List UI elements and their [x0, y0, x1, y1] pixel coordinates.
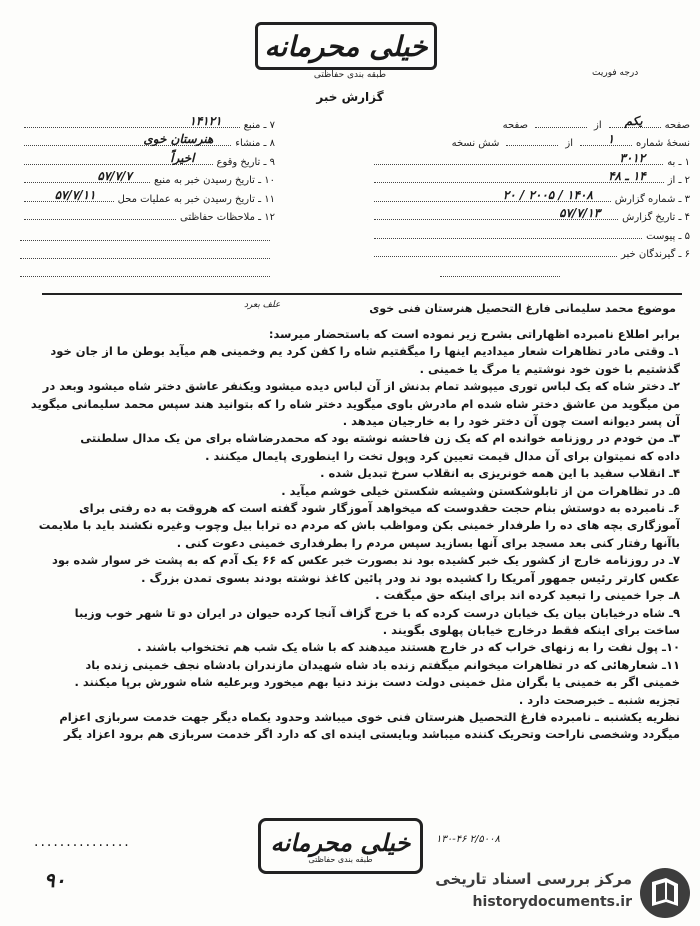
body-line: میگردد وشخصی ناراحت وتحریک کننده میباشد وبایستی اینده ای که دارد اگر خدمت سربازی هم برود اعزاد یگر: [64, 727, 680, 742]
field-tail-label: شش نسخه: [451, 138, 500, 149]
body-line: ۴ـ انقلاب سفید با این همه خونریزی به انقلاب سرخ تبدیل شده .: [320, 466, 680, 481]
field-value: یکم: [624, 113, 643, 128]
body-line: ۱۱ـ شعارهائی که در تظاهرات میخوانم میگفتم زنده باد شاه شهیدان مازندران بادشاه نجف خمینی زنده باد: [85, 657, 680, 672]
stamp-bottom-subtext: طبقه بندی حفاظتی: [308, 854, 373, 864]
body-line: ۶ـ نامبرده به دوستش بنام حجت حقدوست که میخواهد آموزگار شود گفته است که هروقت به ده رفتی برای: [79, 501, 680, 516]
field-label: ۷ ـ منبع: [243, 119, 275, 131]
field-value: ۵۷/۷/۷: [97, 169, 132, 183]
blank-line: [440, 276, 560, 277]
field-value: ۱۴ ـ ۴۸: [608, 169, 646, 183]
classification-stamp-bottom: [258, 818, 423, 874]
field-mid-label: از: [565, 138, 574, 149]
body-line: باآنها رفتار کنی بعد مسجد برای آنها بسازید سپس مردم را بطرفداری خمینی دعوت کنی .: [176, 535, 680, 550]
blank-line: [20, 276, 270, 277]
field-source-received-date: [20, 168, 275, 187]
watermark-title: مرکز بررسی اسناد تاریخی: [435, 870, 632, 888]
archive-watermark: [432, 864, 694, 922]
report-title: گزارش خبر: [316, 90, 384, 104]
body-line: آن پسر دیوانه است چون آن دختر خود را به خارجیان میدهد .: [342, 414, 680, 429]
body-line: ۲ـ دختر شاه که یک لباس توری میپوشد تمام بدنش از آن لباس دیده میشود ویکنفر عاشق دختر شاه میشود وبعد در: [42, 379, 680, 394]
field-label: ۶ ـ گیرندگان خبر: [620, 249, 690, 260]
field-page: [370, 112, 690, 131]
field-recipients: [370, 242, 690, 261]
field-value: ۱: [607, 132, 615, 146]
urgency-degree-label: درجه فوریت: [592, 68, 639, 78]
field-report-number: [370, 186, 690, 205]
reference-number: ۱۳۰-۴۶ ۲/۵۰۰۸: [436, 834, 500, 845]
report-fields-right: [370, 112, 690, 260]
field-label: ۱۱ ـ تاریخ رسیدن خبر به عملیات محل: [117, 193, 275, 205]
stamp-bottom-text: خیلی محرمانه: [270, 828, 411, 857]
document-book-logo-icon: [638, 866, 692, 920]
body-line: ۷ـ در روزنامه خارج از کشور یک خبر کشیده بود ند بصورت خبر عکس که ۶۶ یک آدم که به پشت خر سوار شده بود: [51, 553, 680, 568]
field-security-notes: [20, 205, 275, 224]
field-label: ۵ ـ پیوست: [646, 230, 690, 242]
field-report-date: [370, 205, 690, 224]
body-line: برابر اطلاع نامبرده اظهاراتی بشرح زیر نموده است که باستحضار میرسد:: [268, 327, 680, 341]
field-source: [20, 112, 275, 131]
body-line: آموزگاری بچه های ده را طرفدار خمینی بکن ومواظب باش که مردم ده ترابا بیل وچوب وغیره نکشند باید با ملایمت: [38, 518, 680, 533]
field-to: [370, 149, 690, 168]
body-line: داده که نمیتوان برای آن مدال قیمت تعیین کرد وپول تخت را اینطوری پایمال میکنند .: [205, 448, 680, 463]
field-operations-received-date: [20, 186, 275, 205]
body-line: ۱ـ وقتی مادر تظاهرات شعار میدادیم اینها را میگفتیم شاه را کفن کرد یم وخمینی هم میآید بوطن ما از جان خود: [50, 344, 680, 359]
body-line: من میگوید من عاشق دختر شاه شده ام مادرش باوی میگوید دختر شاه را که بتوانید هند سپس محمد سلیمانی میگوید: [30, 396, 680, 411]
field-occurrence-date: [20, 149, 275, 168]
field-copy-number: [370, 131, 690, 150]
field-label: ۱۲ ـ ملاحظات حفاظتی: [180, 212, 275, 223]
field-value: ۵۷/۷/۱۱: [54, 187, 96, 202]
classification-stamp-top: [255, 22, 437, 70]
body-line: خمینی اگر به خمینی یا بگران مثل خمینی دولت دست بزند دنیا بهم میخورد وبرعلیه شاه شورش برپا میکنند .: [74, 675, 680, 690]
body-line: ۵ـ در تظاهرات من از تابلوشکستن وشیشه شکستن خیلی خوشم میآید .: [281, 483, 680, 498]
body-line: ۱۰ـ پول نفت را به زنهای خراب که در خارج هستند میدهند که با شاه یک شب هم تختخواب باشند .: [137, 640, 680, 655]
blank-line: [20, 258, 270, 259]
field-label: نسخهٔ شماره: [636, 138, 690, 149]
body-line: ۸ـ جرا خمینی را تبعید کرده اند برای اینکه حق میگفت .: [375, 588, 680, 603]
watermark-url: historydocuments.ir: [472, 894, 632, 910]
report-fields-left: [20, 112, 275, 223]
field-value: هنرستان خوی: [143, 132, 214, 146]
field-value: ۳۰۱۲: [619, 150, 646, 165]
dotted-end-line: ...............: [34, 834, 131, 850]
classification-label: طبقه بندی حفاظتی: [313, 70, 387, 80]
stamp-top-text: خیلی محرمانه: [264, 29, 428, 63]
field-origin: [20, 131, 275, 150]
field-label: ۹ ـ تاریخ وقوع: [216, 156, 275, 168]
field-label: ۳ ـ شماره گزارش: [614, 193, 690, 205]
body-line: گذشتیم با خون خود نوشتیم یا مرگ یا خمینی .: [419, 361, 680, 376]
page-number: ۹۰: [44, 868, 66, 892]
body-line: عکس کارتر رئیس جمهور آمریکا را کشیده بود ند ودر پائین کاغذ نوشته بودند بسوی تمدن بزرگ .: [141, 570, 680, 585]
section-divider: [42, 293, 682, 295]
body-line: ۳ـ من خودم در روزنامه خوانده ام که یک زن فاحشه نوشته بود که محمدرضاشاه برای من یک مدال سلطنتی: [80, 431, 680, 446]
body-line: ۹ـ شاه درخیابان بیان یک خیابان درست کرده که با خرج گزاف آنجا کرده حیوان در ایران دو تا شهر خوب وزیبا: [74, 605, 680, 620]
field-value: ۵۷/۷/۱۳: [559, 206, 601, 220]
body-line: ساخت برای اینکه فقط درخارج خیابان پهلوی بگویند .: [382, 622, 680, 637]
field-from: [370, 168, 690, 187]
field-value: ۱۴۱۲۱: [189, 113, 222, 128]
field-attachment: [370, 223, 690, 242]
field-label: ۴ ـ تاریخ گزارش: [622, 212, 690, 223]
field-label: ۲ ـ از: [667, 175, 690, 186]
field-label: ۱ ـ به: [667, 156, 690, 168]
field-mid-label: از: [594, 119, 602, 131]
field-label: صفحه: [664, 119, 690, 131]
field-label: ۱۰ ـ تاریخ رسیدن خبر به منبع: [153, 175, 275, 186]
blank-line: [20, 240, 270, 241]
handwritten-side-note: علف بعرد: [244, 300, 281, 310]
report-body: [28, 326, 680, 744]
body-line: تجزیه شنبه ـ خبرصحت دارد .: [518, 692, 680, 707]
body-line: نظریه یکشنبه ـ نامبرده فارغ التحصیل هنرستان فنی خوی میباشد وحدود یکماه دیگر جهت خدمت سربازی اعزام: [59, 709, 680, 724]
field-value: ۱۴۰۸ / ۲۰۰۵ / ۲۰: [502, 187, 593, 202]
report-subject: موضوع محمد سلیمانی فارغ التحصیل هنرستان فنی خوی: [369, 302, 676, 315]
field-tail-label: صفحه: [502, 119, 529, 131]
field-label: ۸ ـ منشاء: [235, 138, 275, 149]
field-value: اخیراً: [170, 150, 195, 165]
